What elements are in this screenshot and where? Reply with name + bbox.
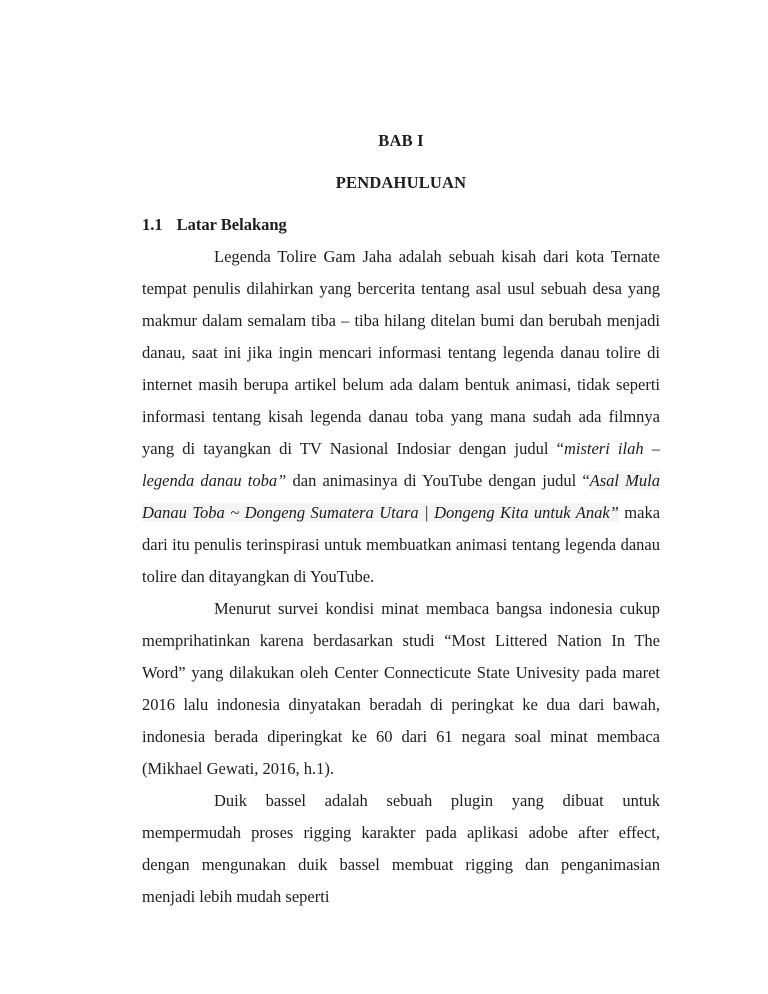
body-text: maka dari itu penulis terinspirasi untuk membuatkan animasi tentang legenda danau tolire dan ditayangkan di YouTube.	[142, 503, 661, 586]
page-content	[142, 125, 660, 913]
paragraph	[142, 785, 660, 913]
paragraphs-container	[142, 241, 660, 913]
body-text: Menurut survei kondisi minat membaca bangsa indonesia cukup memprihatinkan karena berdasarkan studi “Most Littered Nation In The Word” yang dilakukan oleh Center Connecticute State Univesity pada maret 2016 lalu indonesia dinyatakan beradah di peringkat ke dua dari bawah, indonesia berada diperingkat ke 60 dari 61 negara soal minat membaca (Mikhael Gewati, 2016, h.1).	[142, 599, 660, 778]
section-heading	[142, 209, 660, 241]
chapter-title: PENDAHULUAN	[335, 173, 467, 192]
section-title: Latar Belakang	[176, 215, 287, 234]
body-text: Duik bassel adalah sebuah plugin yang dibuat untuk mempermudah proses rigging karakter pada aplikasi adobe after effect, dengan mengunakan duik bassel membuat rigging dan penganimasian menjadi lebih mudah seperti	[142, 791, 660, 906]
body-text: dan animasinya di YouTube dengan judul “	[286, 471, 590, 490]
section-number: 1.1	[142, 215, 163, 234]
paragraph	[142, 241, 660, 593]
italic-quoted-title: misteri ilah – legenda danau toba”	[142, 439, 660, 490]
body-text: Legenda Tolire Gam Jaha adalah sebuah kisah dari kota Ternate tempat penulis dilahirkan yang bercerita tentang asal usul sebuah desa yang makmur dalam semalam tiba – tiba hilang ditelan bumi dan berubah menjadi danau, saat ini jika ingin mencari informasi tentang legenda danau tolire di internet masih berupa artikel belum ada dalam bentuk animasi, tidak seperti informasi tentang kisah legenda danau toba yang mana sudah ada filmnya yang di tayangkan di TV Nasional Indosiar dengan judul “	[142, 247, 660, 458]
chapter-heading: BAB I	[378, 131, 424, 150]
italic-quoted-title: Asal Mula Danau Toba ~ Dongeng Sumatera Utara | Dongeng Kita untuk Anak”	[142, 471, 660, 522]
paragraph	[142, 593, 660, 785]
